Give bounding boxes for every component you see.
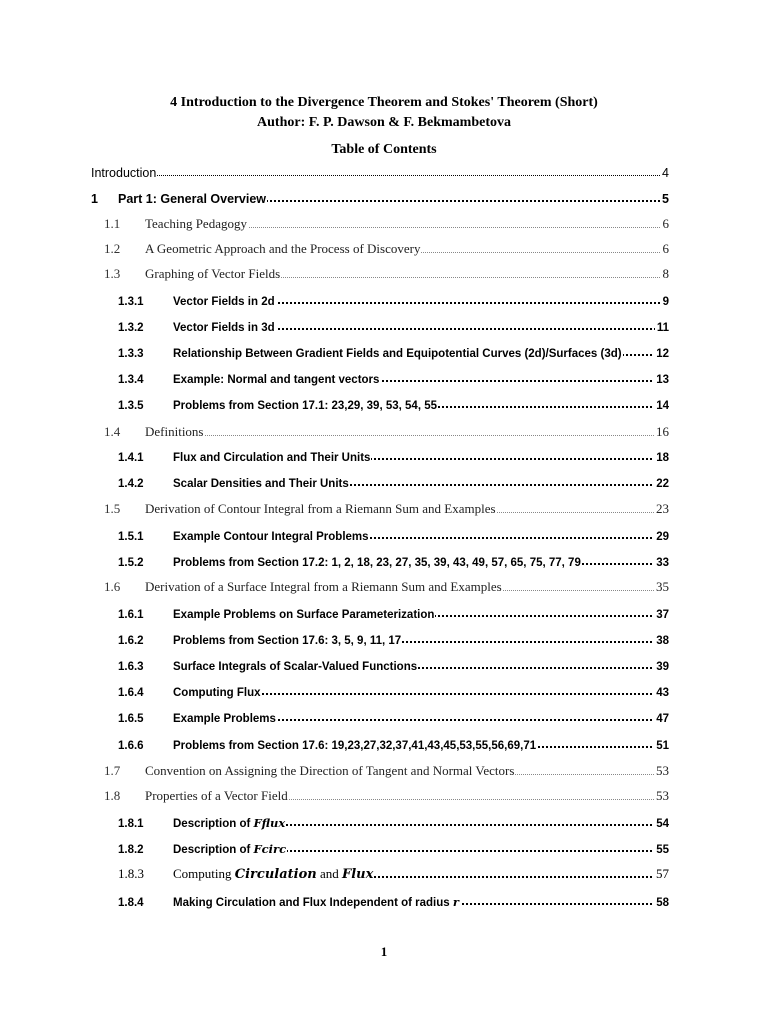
toc-entry[interactable] (0, 422, 768, 442)
toc-entry[interactable] (0, 525, 768, 545)
toc-entry-label: Flux and Circulation and Their Units (173, 452, 371, 464)
toc-entry[interactable] (0, 707, 768, 727)
toc-entry-number: 1.3.4 (118, 374, 144, 386)
toc-entry-label: Example Problems on Surface Parameterization (173, 609, 435, 621)
toc-entry[interactable] (0, 891, 768, 911)
toc-entry-page: 57 (656, 866, 669, 881)
math-symbol: Flux (341, 867, 374, 882)
toc-entry-number: 1.3.3 (118, 348, 144, 360)
toc-entry-number: 1.5.1 (118, 531, 144, 543)
toc-entry-number: 1.4 (104, 424, 121, 439)
toc-entry-page: 43 (656, 687, 669, 699)
toc-entry[interactable] (0, 864, 768, 884)
toc-entry[interactable] (0, 290, 768, 310)
toc-entry-page: 54 (656, 818, 669, 830)
toc-entry-number: 1.6.4 (118, 687, 144, 699)
toc-entry-number: 1.2 (104, 241, 121, 256)
toc-entry-label: Making Circulation and Flux Independent of radius r (173, 895, 459, 909)
toc-entry-number: 1.8.3 (118, 866, 144, 881)
toc-entry-number: 1.6.3 (118, 661, 144, 673)
toc-entry-number: 1.8.1 (118, 818, 144, 830)
toc-entry-number: 1.3.5 (118, 400, 144, 412)
toc-entry-page: 29 (656, 531, 669, 543)
toc-entry-number: 1.5 (104, 501, 121, 516)
toc-entry[interactable] (0, 264, 768, 284)
toc-entry[interactable] (0, 551, 768, 571)
toc-entry-number: 1.3.2 (118, 322, 144, 334)
toc-entry[interactable] (0, 603, 768, 623)
toc-entry[interactable] (0, 629, 768, 649)
toc-entry-page: 53 (656, 788, 669, 803)
toc-entry-label: Problems from Section 17.6: 3, 5, 9, 11, 17 (173, 635, 402, 647)
toc-entry-page: 55 (656, 844, 669, 856)
toc-entry-label: Vector Fields in 3d (173, 322, 275, 334)
toc-entry-page: 5 (662, 192, 669, 206)
toc-entry-number: 1 (91, 192, 98, 206)
toc-entry[interactable] (0, 446, 768, 466)
toc-entry[interactable] (0, 214, 768, 234)
toc-entry-label: Example Problems (173, 713, 276, 725)
toc-entry-page: 47 (656, 713, 669, 725)
toc-entry-page: 12 (656, 348, 669, 360)
toc-entry-label: Description of Fcirc (173, 842, 287, 856)
toc-entry[interactable] (0, 239, 768, 259)
toc-entry[interactable] (0, 734, 768, 754)
toc-entry-number: 1.6.5 (118, 713, 144, 725)
toc-entry-label: Derivation of Contour Integral from a Riemann Sum and Examples (145, 501, 496, 516)
toc-entry[interactable] (0, 162, 768, 182)
toc-entry-label: A Geometric Approach and the Process of Discovery (145, 241, 421, 256)
toc-entry-number: 1.8.2 (118, 844, 144, 856)
toc-entry-label: Example: Normal and tangent vectors (173, 374, 380, 386)
toc-entry-label: Vector Fields in 2d (173, 296, 275, 308)
toc-entry-label: Problems from Section 17.6: 19,23,27,32,37,41,43,45,53,55,56,69,71 (173, 740, 537, 752)
dot-leader (91, 175, 660, 176)
toc-entry-label: Part 1: General Overview (118, 192, 266, 206)
toc-entry[interactable] (0, 655, 768, 675)
toc-entry[interactable] (0, 472, 768, 492)
toc-entry-page: 23 (656, 501, 669, 516)
toc-entry-label: Definitions (145, 424, 204, 439)
toc-entry-page: 18 (656, 452, 669, 464)
toc-entry-number: 1.6.1 (118, 609, 144, 621)
toc-entry-number: 1.4.1 (118, 452, 144, 464)
toc-entry-number: 1.5.2 (118, 557, 144, 569)
toc-entry-number: 1.1 (104, 216, 121, 231)
toc-entry-page: 53 (656, 763, 669, 778)
toc-entry-label: Scalar Densities and Their Units (173, 478, 349, 490)
math-symbol: Fcirc (253, 842, 287, 856)
toc-heading: Table of Contents (331, 142, 437, 157)
toc-entry-number: 1.6.6 (118, 740, 144, 752)
toc-entry-label: Relationship Between Gradient Fields and Equipotential Curves (2d)/Surfaces (3d) (173, 348, 622, 360)
toc-entry-page: 58 (656, 897, 669, 909)
toc-entry-number: 1.8.4 (118, 897, 144, 909)
toc-entry-page: 14 (656, 400, 669, 412)
toc-entry-page: 22 (656, 478, 669, 490)
toc-entry-page: 39 (656, 661, 669, 673)
toc-entry-label: Problems from Section 17.1: 23,29, 39, 53, 54, 55 (173, 400, 437, 412)
toc-entry-page: 38 (656, 635, 669, 647)
toc-entry-page: 8 (662, 266, 669, 281)
toc-entry[interactable] (0, 838, 768, 858)
toc-entry[interactable] (0, 681, 768, 701)
toc-entry-label: Convention on Assigning the Direction of Tangent and Normal Vectors (145, 763, 515, 778)
toc-entry-number: 1.3 (104, 266, 121, 281)
document-author: Author: F. P. Dawson & F. Bekmambetova (257, 115, 511, 130)
toc-entry[interactable] (0, 786, 768, 806)
toc-entry-label: Example Contour Integral Problems (173, 531, 369, 543)
toc-entry-page: 35 (656, 579, 669, 594)
dot-leader (145, 435, 660, 436)
page-number: 1 (380, 944, 388, 959)
math-symbol: Circulation (234, 867, 317, 882)
toc-entry[interactable] (0, 577, 768, 597)
toc-entry-label: Teaching Pedagogy (145, 216, 247, 231)
toc-entry-number: 1.6.2 (118, 635, 144, 647)
toc-entry-page: 37 (656, 609, 669, 621)
toc-entry-page: 13 (656, 374, 669, 386)
toc-entry-number: 1.3.1 (118, 296, 144, 308)
toc-entry[interactable] (0, 188, 768, 208)
toc-entry-number: 1.6 (104, 579, 121, 594)
toc-entry[interactable] (0, 316, 768, 336)
toc-entry-label: Computing Circulation and Flux (173, 866, 374, 882)
math-symbol: Fflux (253, 816, 286, 830)
toc-entry[interactable] (0, 342, 768, 362)
math-symbol: r (452, 895, 459, 909)
toc-entry-number: 1.4.2 (118, 478, 144, 490)
toc-entry-page: 6 (662, 216, 669, 231)
toc-entry-number: 1.7 (104, 763, 121, 778)
toc-entry-label: Properties of a Vector Field (145, 788, 288, 803)
toc-entry[interactable] (0, 368, 768, 388)
toc-entry-page: 6 (662, 241, 669, 256)
toc-entry-number: 1.8 (104, 788, 121, 803)
toc-entry[interactable] (0, 499, 768, 519)
toc-entry-label: Description of Fflux (173, 816, 286, 830)
toc-entry-label: Computing Flux (173, 687, 261, 699)
toc-entry[interactable] (0, 761, 768, 781)
toc-entry-label: Introduction (91, 166, 157, 180)
toc-entry-page: 9 (662, 296, 669, 308)
toc-entry-label: Surface Integrals of Scalar-Valued Functions (173, 661, 418, 673)
toc-entry-page: 11 (656, 322, 669, 334)
toc-entry-label: Problems from Section 17.2: 1, 2, 18, 23, 27, 35, 39, 43, 49, 57, 65, 75, 77, 79 (173, 557, 581, 569)
toc-entry-page: 4 (662, 166, 669, 180)
document-title: 4 Introduction to the Divergence Theorem and Stokes' Theorem (Short) (170, 95, 598, 110)
toc-entry-label: Derivation of a Surface Integral from a Riemann Sum and Examples (145, 579, 502, 594)
toc-entry-page: 51 (656, 740, 669, 752)
toc-entry-page: 16 (656, 424, 669, 439)
toc-entry-label: Graphing of Vector Fields (145, 266, 281, 281)
toc-entry-page: 33 (656, 557, 669, 569)
toc-entry[interactable] (0, 812, 768, 832)
toc-entry[interactable] (0, 394, 768, 414)
